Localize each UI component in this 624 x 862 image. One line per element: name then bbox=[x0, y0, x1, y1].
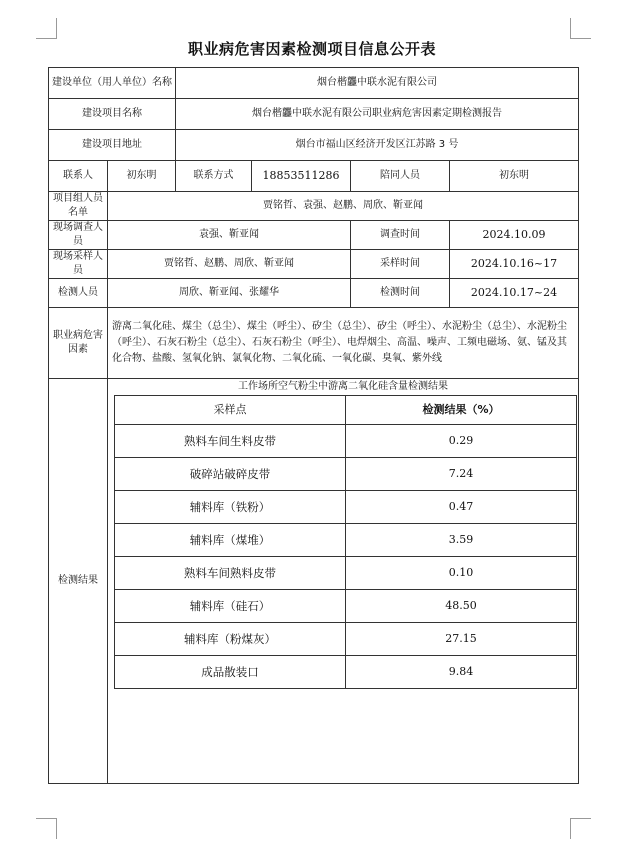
document-title: 职业病危害因素检测项目信息公开表 bbox=[187, 40, 436, 58]
table-row bbox=[115, 491, 577, 524]
table-row bbox=[115, 425, 577, 458]
crop-mark-top-right bbox=[570, 18, 591, 39]
sample-result: 0.10 bbox=[346, 557, 577, 590]
sample-point: 成品散装口 bbox=[115, 656, 346, 689]
crop-mark-bottom-left bbox=[36, 818, 57, 839]
results-cell bbox=[108, 379, 579, 784]
sample-point: 熟料车间熟料皮带 bbox=[115, 557, 346, 590]
row-contact bbox=[49, 161, 579, 192]
results-subtitle: 工作场所空气粉尘中游离二氧化硅含量检测结果 bbox=[238, 381, 448, 392]
results-table bbox=[114, 395, 577, 689]
escort-label: 陪同人员 bbox=[351, 161, 450, 192]
phone-label: 联系方式 bbox=[176, 161, 252, 192]
unit-value: 烟台楷龘中联水泥有限公司 bbox=[176, 68, 579, 99]
sample-point: 辅料库（硅石） bbox=[115, 590, 346, 623]
col-header-point: 采样点 bbox=[115, 396, 346, 425]
hazard-label: 职业病危害因素 bbox=[49, 308, 108, 379]
team-label: 项目组人员名单 bbox=[49, 192, 108, 221]
table-row bbox=[115, 524, 577, 557]
address-value: 烟台市福山区经济开发区江苏路 3 号 bbox=[176, 130, 579, 161]
sampling-time-value: 2024.10.16~17 bbox=[450, 250, 579, 279]
sampling-time-label: 采样时间 bbox=[351, 250, 450, 279]
table-row bbox=[115, 590, 577, 623]
results-header-row bbox=[115, 396, 577, 425]
table-row bbox=[115, 656, 577, 689]
col-header-result: 检测结果（%） bbox=[346, 396, 577, 425]
row-results bbox=[49, 379, 579, 784]
phone-value: 18853511286 bbox=[252, 161, 351, 192]
test-time-value: 2024.10.17~24 bbox=[450, 279, 579, 308]
escort-value: 初东明 bbox=[450, 161, 579, 192]
row-address bbox=[49, 130, 579, 161]
table-row bbox=[115, 458, 577, 491]
sample-result: 27.15 bbox=[346, 623, 577, 656]
sample-result: 3.59 bbox=[346, 524, 577, 557]
contact-value: 初东明 bbox=[108, 161, 176, 192]
hazard-value: 游离二氧化硅、煤尘（总尘）、煤尘（呼尘）、矽尘（总尘）、矽尘（呼尘）、水泥粉尘（总尘）、水泥粉尘（呼尘）、石灰石粉尘（总尘）、石灰石粉尘（呼尘）、电焊烟尘、高温、噪声、工频电磁场、氨、锰及其化合物、盐酸、氢氧化钠、氯氧化物、二氧化硫、一氧化碳、臭氧、紫外线 bbox=[108, 308, 579, 379]
sample-result: 7.24 bbox=[346, 458, 577, 491]
survey-time-label: 调查时间 bbox=[351, 221, 450, 250]
test-time-label: 检测时间 bbox=[351, 279, 450, 308]
sample-point: 熟料车间生料皮带 bbox=[115, 425, 346, 458]
sample-point: 辅料库（煤堆） bbox=[115, 524, 346, 557]
project-value: 烟台楷龘中联水泥有限公司职业病危害因素定期检测报告 bbox=[176, 99, 579, 130]
crop-mark-top-left bbox=[36, 18, 57, 39]
crop-mark-bottom-right bbox=[570, 818, 591, 839]
survey-value: 袁强、靳亚闻 bbox=[108, 221, 351, 250]
sampling-label: 现场采样人员 bbox=[49, 250, 108, 279]
survey-label: 现场调查人员 bbox=[49, 221, 108, 250]
sample-point: 辅料库（铁粉） bbox=[115, 491, 346, 524]
sample-result: 9.84 bbox=[346, 656, 577, 689]
unit-label: 建设单位（用人单位）名称 bbox=[49, 68, 176, 99]
row-testers bbox=[49, 279, 579, 308]
sample-result: 48.50 bbox=[346, 590, 577, 623]
address-label: 建设项目地址 bbox=[49, 130, 176, 161]
testers-label: 检测人员 bbox=[49, 279, 108, 308]
row-hazard bbox=[49, 308, 579, 379]
table-row bbox=[115, 623, 577, 656]
row-project bbox=[49, 99, 579, 130]
info-table bbox=[48, 67, 579, 784]
project-label: 建设项目名称 bbox=[49, 99, 176, 130]
contact-label: 联系人 bbox=[49, 161, 108, 192]
sample-point: 破碎站破碎皮带 bbox=[115, 458, 346, 491]
team-value: 贾铭哲、袁强、赵鹏、周欣、靳亚闻 bbox=[108, 192, 579, 221]
row-sampling bbox=[49, 250, 579, 279]
sampling-value: 贾铭哲、赵鹏、周欣、靳亚闻 bbox=[108, 250, 351, 279]
row-team bbox=[49, 192, 579, 221]
sample-result: 0.47 bbox=[346, 491, 577, 524]
table-row bbox=[115, 557, 577, 590]
row-unit bbox=[49, 68, 579, 99]
results-label: 检测结果 bbox=[49, 379, 108, 784]
testers-value: 周欣、靳亚闻、张耀华 bbox=[108, 279, 351, 308]
sample-result: 0.29 bbox=[346, 425, 577, 458]
sample-point: 辅料库（粉煤灰） bbox=[115, 623, 346, 656]
row-survey bbox=[49, 221, 579, 250]
survey-time-value: 2024.10.09 bbox=[450, 221, 579, 250]
